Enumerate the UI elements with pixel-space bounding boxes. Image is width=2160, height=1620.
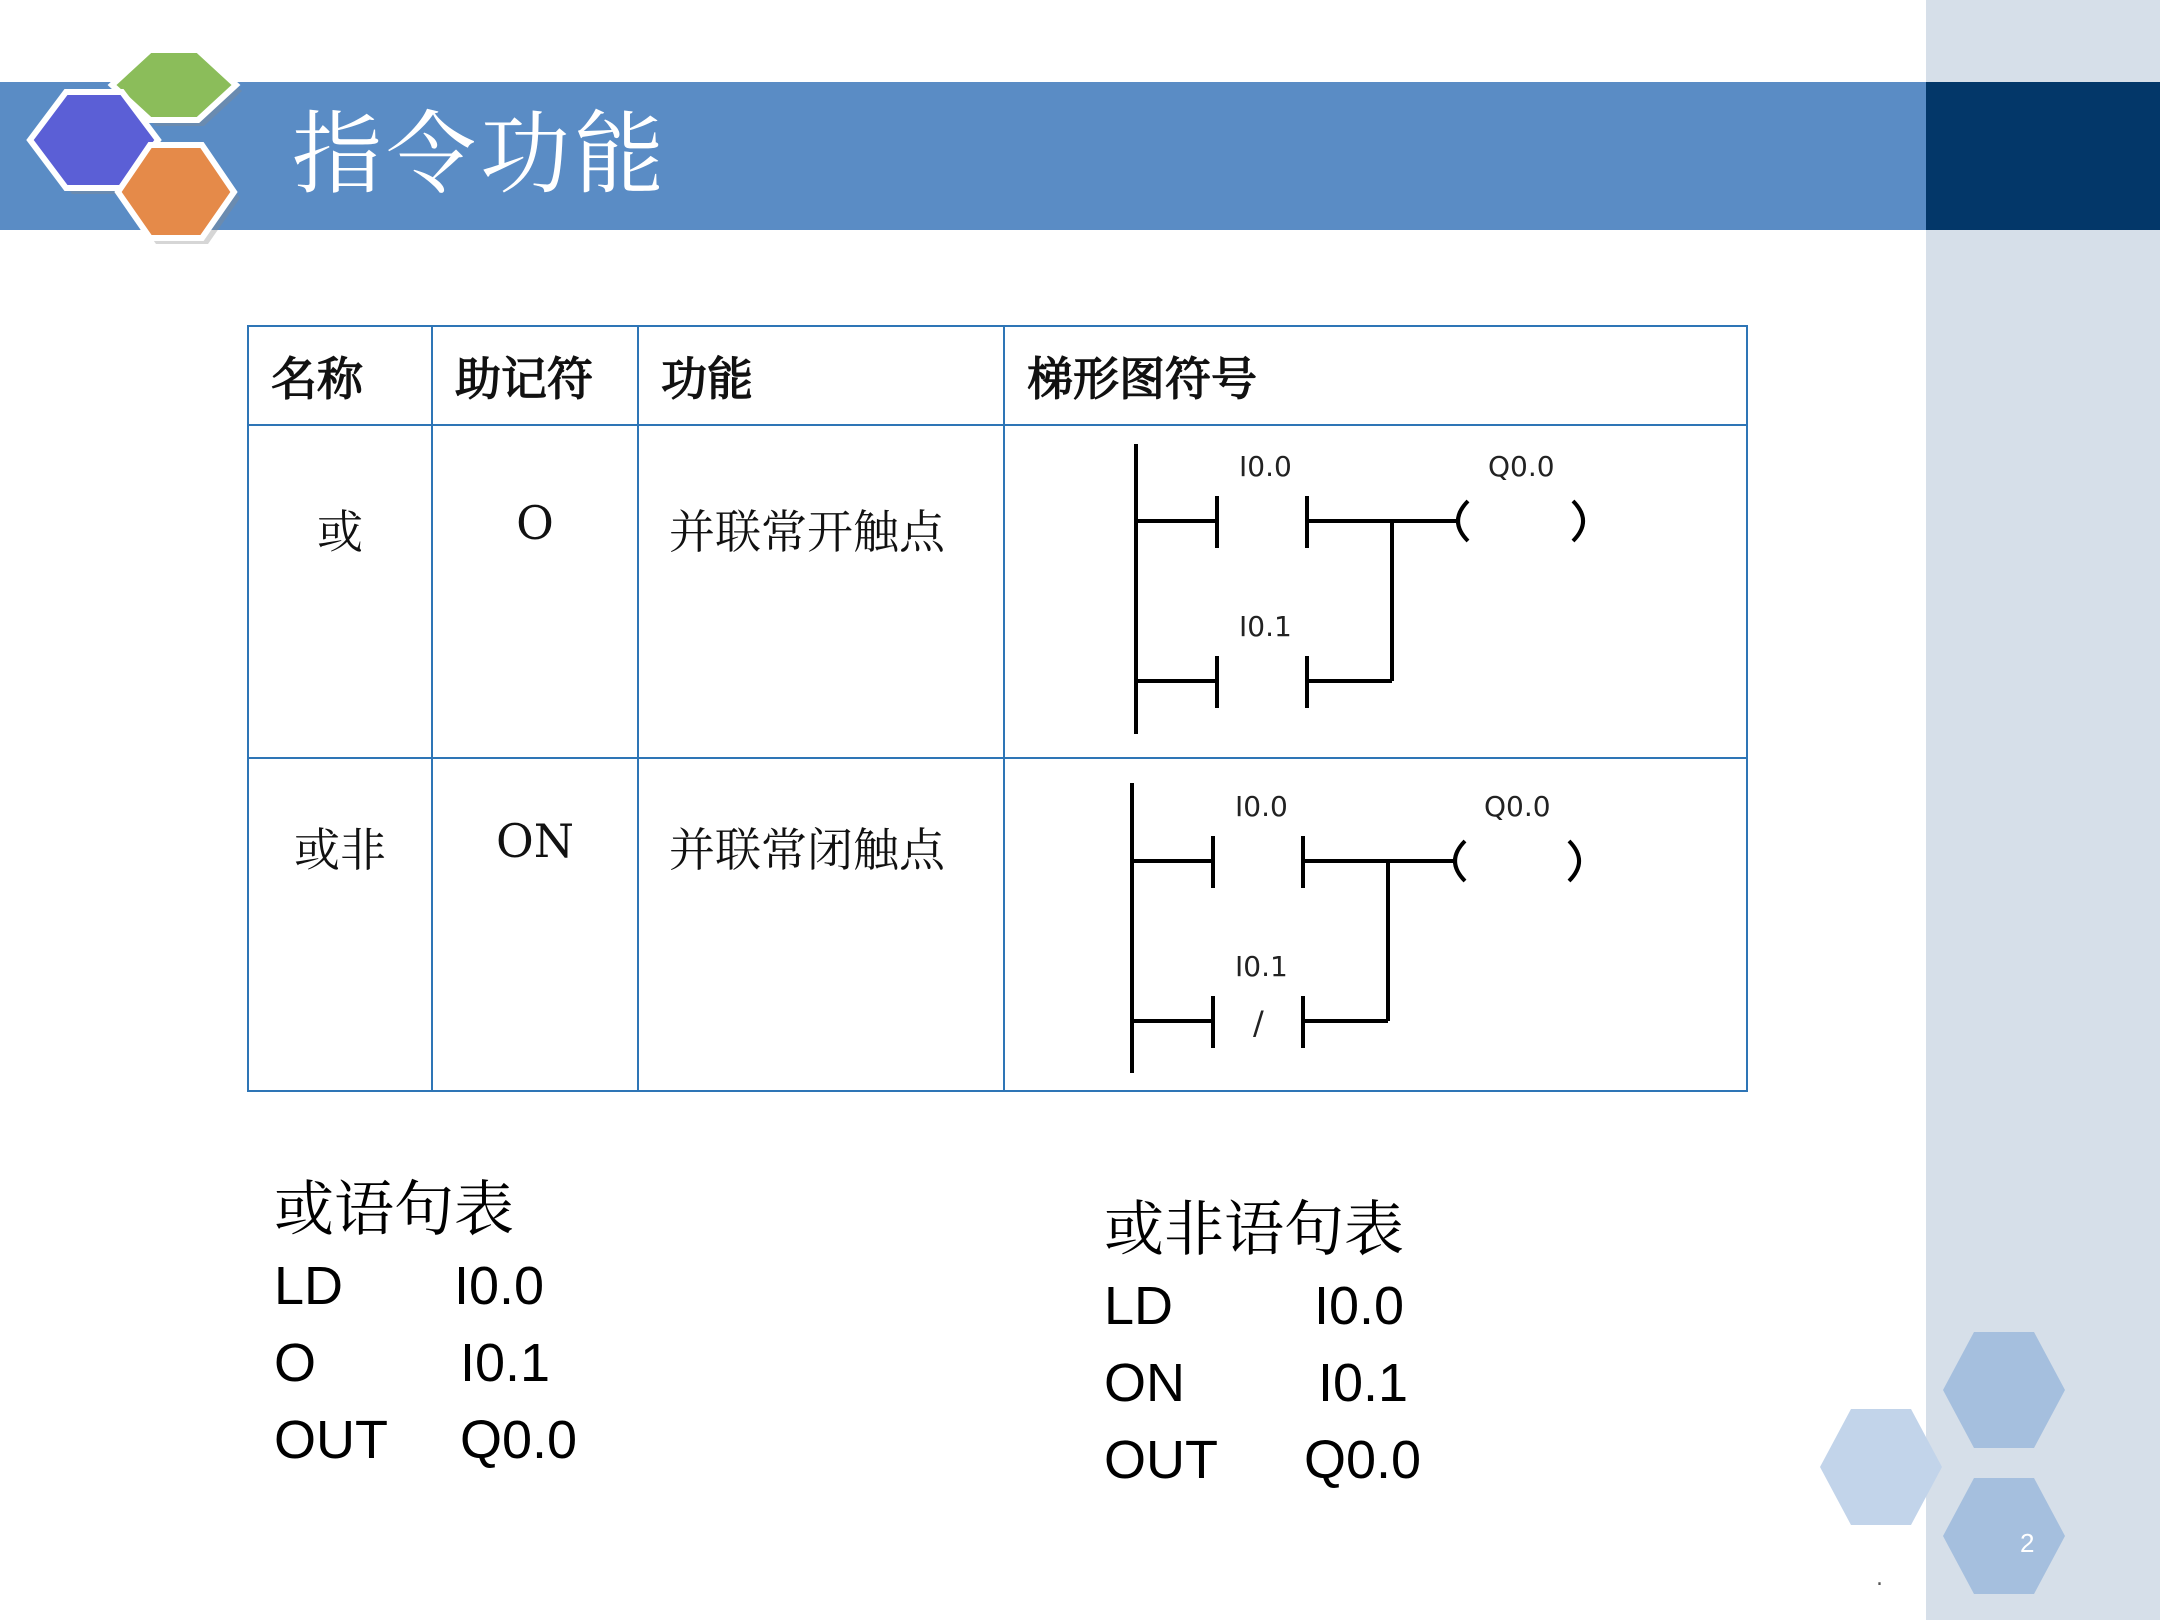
title-bar-accent: [1926, 82, 2160, 230]
statement-line: [274, 1325, 577, 1402]
coil-right-arc: [1573, 501, 1583, 541]
statement-line: [1104, 1268, 1421, 1345]
footer-mark: .: [1876, 1566, 1883, 1591]
header-name: 名称: [248, 326, 432, 425]
statement-list-title: 或语句表: [274, 1175, 514, 1245]
contact-label: I0.1: [1239, 610, 1292, 643]
statement-operand: I0.0: [454, 1256, 545, 1316]
hexagon-logo-icon: [0, 0, 270, 270]
statement-line: [1104, 1345, 1421, 1422]
header-mnemonic: 助记符: [432, 326, 638, 425]
instruction-mnemonic: ON: [496, 814, 574, 868]
instruction-function: 并联常开触点: [669, 505, 945, 559]
statement-line: [274, 1248, 577, 1325]
statement-op: LD: [274, 1256, 344, 1316]
title-bar: [0, 82, 1926, 230]
statement-list-title: 或非语句表: [1104, 1195, 1404, 1265]
header-function: 功能: [638, 326, 1004, 425]
statement-operand: Q0.0: [460, 1410, 578, 1470]
contact-label: I0.0: [1235, 790, 1288, 823]
coil-label: Q0.0: [1484, 790, 1551, 823]
statement-operand: I0.0: [1314, 1276, 1405, 1336]
page-title: 指令功能: [292, 102, 668, 207]
page-number: 2: [2020, 1528, 2035, 1558]
statement-list-or: [274, 1172, 577, 1479]
instruction-mnemonic: O: [516, 496, 554, 550]
statement-line: [274, 1402, 577, 1479]
statement-op: LD: [1104, 1276, 1174, 1336]
statement-operand: Q0.0: [1304, 1430, 1422, 1490]
coil-right-arc: [1569, 841, 1579, 881]
statement-op: OUT: [1104, 1430, 1218, 1490]
statement-list-or-not: [1104, 1192, 1421, 1499]
header-ladder-symbol: 梯形图符号: [1004, 326, 1747, 425]
table-row: [248, 758, 1747, 1091]
coil-left-arc: [1458, 501, 1468, 541]
instruction-name: 或: [317, 505, 363, 559]
coil-label: Q0.0: [1488, 450, 1555, 483]
ladder-diagram-or: [1005, 426, 1746, 757]
instruction-table: [247, 325, 1748, 1092]
decorative-hexagons-icon: [1800, 1320, 2100, 1620]
table-header-row: [248, 326, 1747, 425]
coil-left-arc: [1455, 841, 1465, 881]
statement-line: [1104, 1422, 1421, 1499]
statement-op: OUT: [274, 1410, 388, 1470]
table-row: [248, 425, 1747, 758]
statement-operand: I0.1: [460, 1333, 551, 1393]
ladder-diagram-or-not: [1005, 759, 1746, 1090]
statement-operand: I0.1: [1318, 1353, 1409, 1413]
contact-label: I0.0: [1239, 450, 1292, 483]
contact-label: I0.1: [1235, 950, 1288, 983]
instruction-name: 或非: [294, 823, 386, 877]
statement-op: O: [274, 1333, 317, 1393]
statement-op: ON: [1104, 1353, 1185, 1413]
closed-contact-mark: /: [1253, 1004, 1264, 1042]
instruction-function: 并联常闭触点: [669, 823, 945, 877]
